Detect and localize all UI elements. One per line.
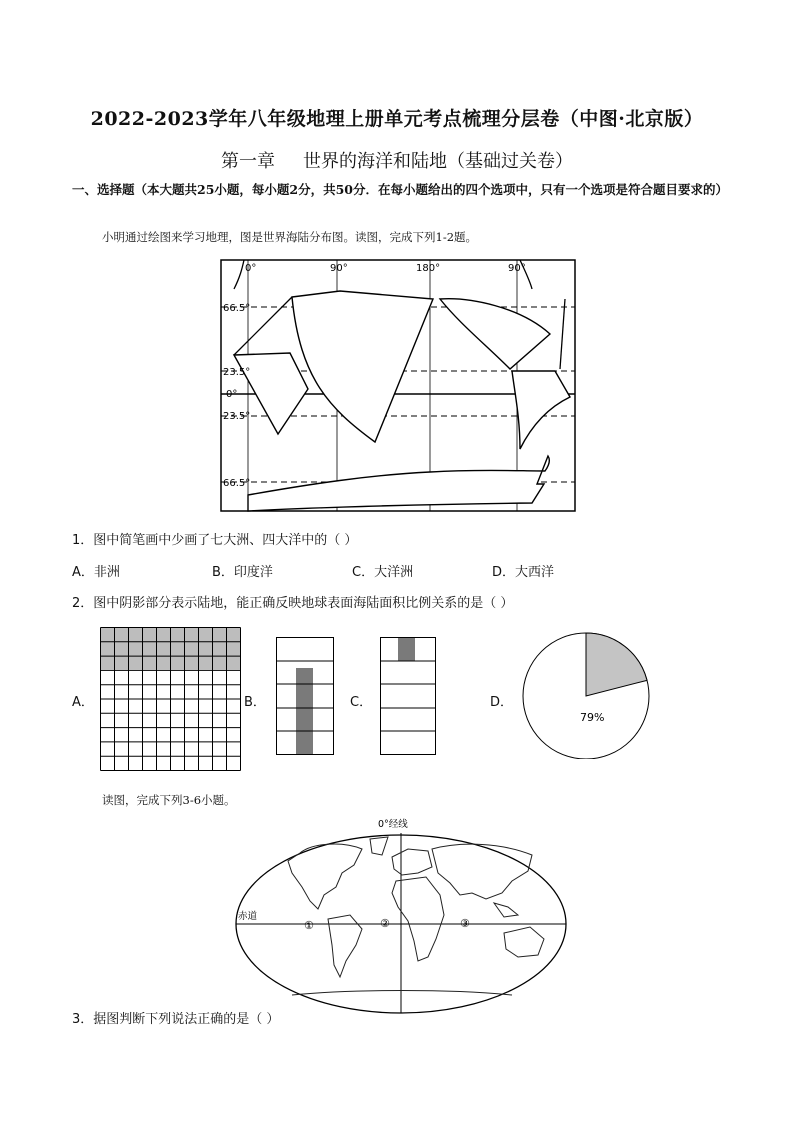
bar-land-shade xyxy=(398,638,415,661)
question-1-option-b[interactable]: B．印度洋 xyxy=(212,565,273,580)
world-ellipse-map xyxy=(232,815,570,1016)
world-sketch-map xyxy=(220,259,576,512)
meridian-label: 0°经线 xyxy=(378,819,408,830)
marker-1: ① xyxy=(304,919,314,932)
lon-label-90w: 90° xyxy=(508,263,526,274)
lat-label-23n: 23.5° xyxy=(223,367,251,378)
question-3-stem: 3．据图判断下列说法正确的是（ ） xyxy=(72,1012,280,1027)
option-c-bar-diagram xyxy=(380,637,436,756)
equator-label: 赤道 xyxy=(238,911,258,922)
lon-label-90e: 90° xyxy=(330,263,348,274)
chapter-number: 第一章 xyxy=(221,151,275,172)
lon-label-0: 0° xyxy=(245,263,257,274)
lat-label-23s: 23.5° xyxy=(223,411,251,422)
question-2-label-a[interactable]: A． xyxy=(72,695,94,710)
intro-text-2: 读图，完成下列3-6小题。 xyxy=(102,793,236,807)
chapter-subtitle xyxy=(0,147,794,173)
question-1-option-a[interactable]: A．非洲 xyxy=(72,565,120,580)
question-1-option-c[interactable]: C．大洋洲 xyxy=(352,565,414,580)
marker-3: ③ xyxy=(460,917,470,930)
option-a-grid-diagram xyxy=(100,627,242,771)
lat-label-0: 0° xyxy=(226,389,238,400)
chapter-title: 世界的海洋和陆地（基础过关卷） xyxy=(303,151,573,172)
bar-land-shade xyxy=(296,668,313,754)
pie-ocean-label: 79% xyxy=(580,711,605,724)
question-1-option-d[interactable]: D．大西洋 xyxy=(492,565,555,580)
question-2-label-c[interactable]: C． xyxy=(350,695,373,710)
intro-text-1: 小明通过绘图来学习地理，图是世界海陆分布图。读图，完成下列1-2题。 xyxy=(102,230,478,244)
question-2-label-b[interactable]: B． xyxy=(244,695,266,710)
lon-label-180: 180° xyxy=(416,263,441,274)
question-2-stem: 2．图中阴影部分表示陆地，能正确反映地球表面海陆面积比例关系的是（ ） xyxy=(72,596,514,611)
question-2-label-d[interactable]: D． xyxy=(490,695,514,710)
question-1-stem: 1．图中简笔画中少画了七大洲、四大洋中的（ ） xyxy=(72,533,358,548)
option-b-bar-diagram xyxy=(276,637,334,756)
section-heading: 一、选择题（本大题共25小题，每小题2分，共50分．在每小题给出的四个选项中，只有一个选项是符合题目要求的） xyxy=(72,182,728,197)
marker-2: ② xyxy=(380,917,390,930)
option-d-pie-chart xyxy=(518,631,662,759)
lat-label-66n: 66.5° xyxy=(223,303,251,314)
page-title: 2022-2023学年八年级地理上册单元考点梳理分层卷（中图·北京版） xyxy=(90,108,704,130)
lat-label-66s: 66.5° xyxy=(223,478,251,489)
